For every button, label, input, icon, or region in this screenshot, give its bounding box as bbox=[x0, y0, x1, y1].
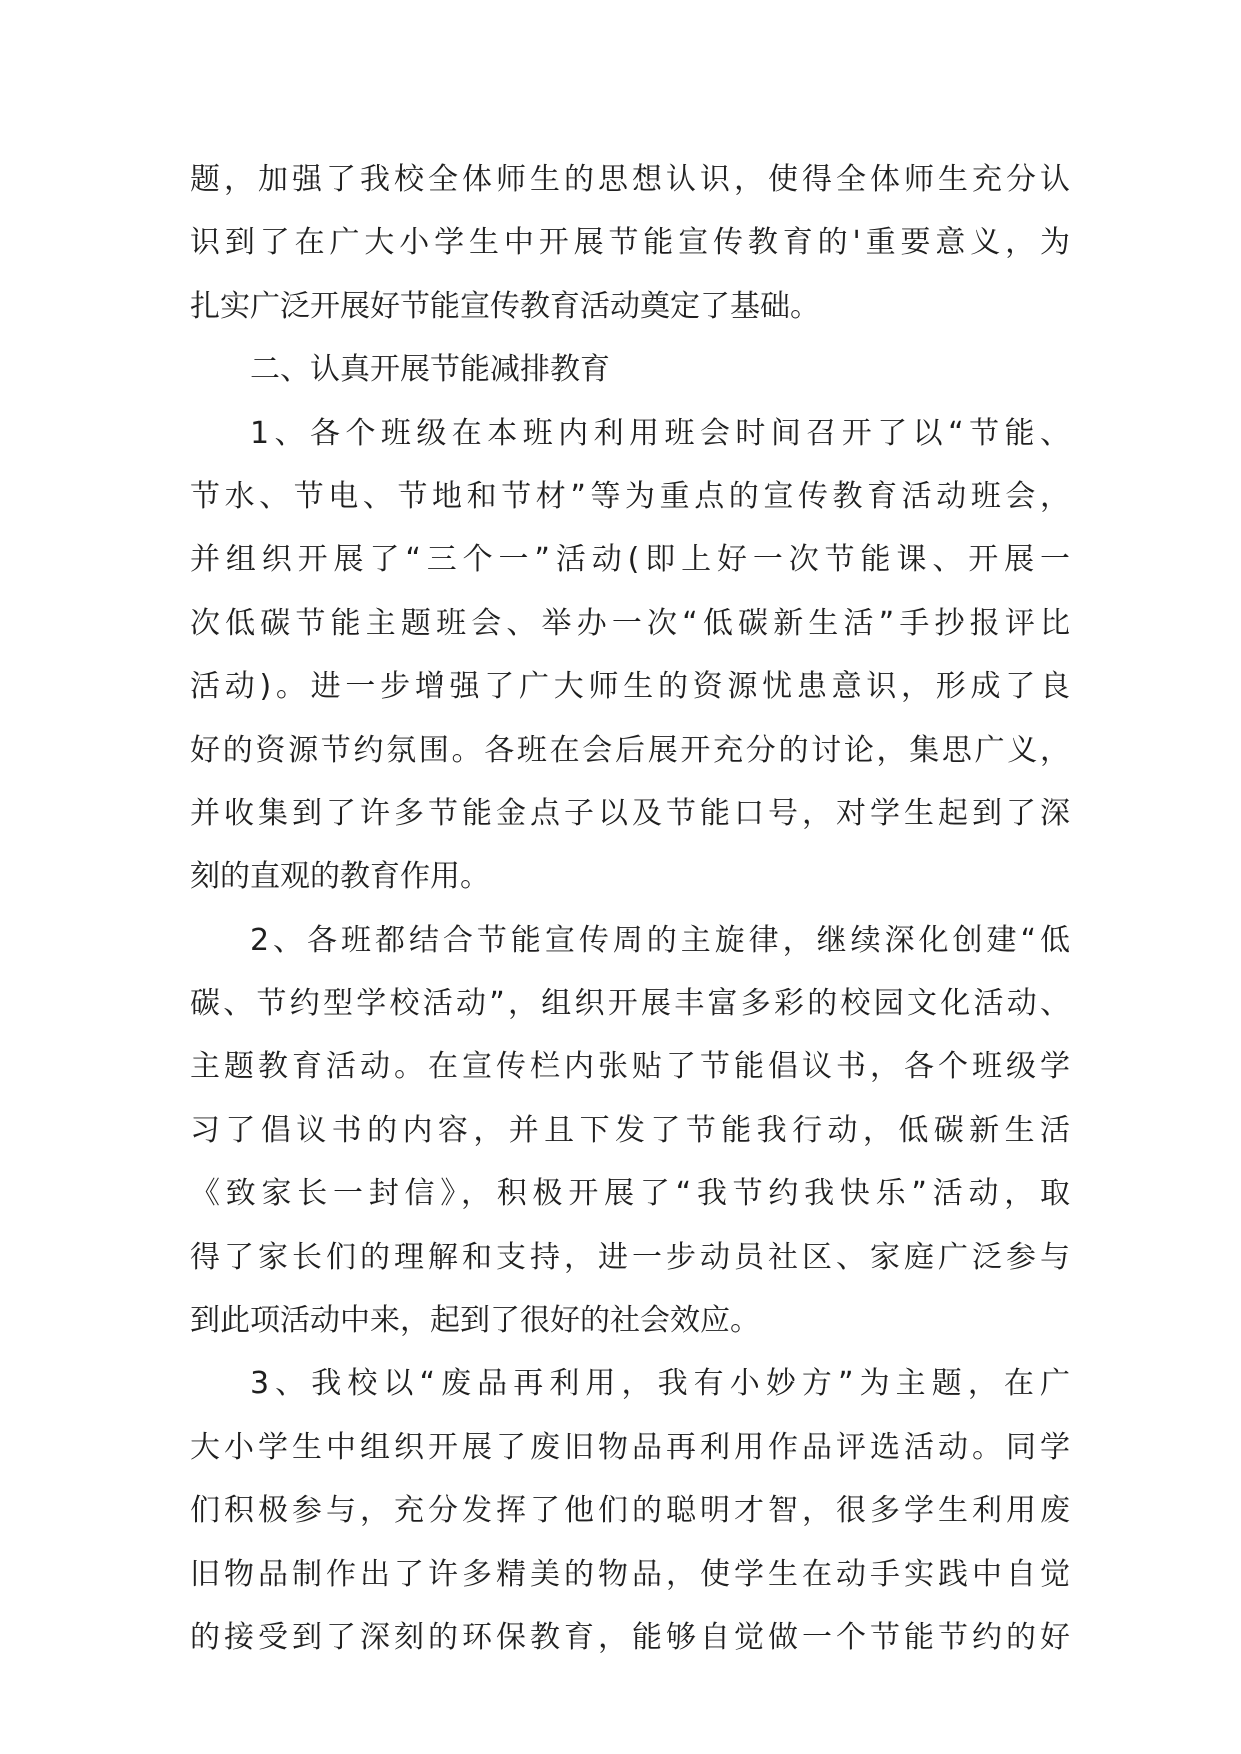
text-line: 大小学生中组织开展了废旧物品再利用作品评选活动。同学 bbox=[190, 1429, 1070, 1465]
text-line: 次低碳节能主题班会、举办一次“低碳新生活”手抄报评比 bbox=[190, 605, 1070, 641]
text-line: 《致家长一封信》，积极开展了“我节约我快乐”活动，取 bbox=[190, 1176, 1070, 1212]
text-line: 活动)。进一步增强了广大师生的资源忧患意识，形成了良 bbox=[190, 669, 1070, 705]
text-line: 们积极参与，充分发挥了他们的聪明才智，很多学生利用废 bbox=[190, 1493, 1070, 1529]
text-line: 碳、节约型学校活动”，组织开展丰富多彩的校园文化活动、 bbox=[190, 986, 1070, 1022]
text-line: 得了家长们的理解和支持，进一步动员社区、家庭广泛参与 bbox=[190, 1239, 1070, 1275]
text-line: 节水、节电、节地和节材”等为重点的宣传教育活动班会， bbox=[190, 478, 1070, 514]
text-line: 2、各班都结合节能宣传周的主旋律，继续深化创建“低 bbox=[250, 922, 1070, 958]
document-body bbox=[190, 148, 1070, 1669]
text-line: 3、我校以“废品再利用，我有小妙方”为主题，在广 bbox=[250, 1366, 1070, 1402]
text-line: 题，加强了我校全体师生的思想认识，使得全体师生充分认 bbox=[190, 162, 1070, 197]
text-line: 刻的直观的教育作用。 bbox=[190, 859, 490, 895]
text-line: 到此项活动中来，起到了很好的社会效应。 bbox=[190, 1303, 760, 1339]
text-line: 并组织开展了“三个一”活动(即上好一次节能课、开展一 bbox=[190, 542, 1070, 578]
text-line: 习了倡议书的内容，并且下发了节能我行动，低碳新生活 bbox=[190, 1112, 1070, 1148]
text-line: 识到了在广大小学生中开展节能宣传教育的'重要意义，为 bbox=[190, 225, 1070, 261]
text-line: 1、各个班级在本班内利用班会时间召开了以“节能、 bbox=[250, 415, 1070, 451]
text-line: 二、认真开展节能减排教育 bbox=[250, 352, 610, 388]
text-line: 主题教育活动。在宣传栏内张贴了节能倡议书，各个班级学 bbox=[190, 1049, 1070, 1085]
text-line: 好的资源节约氛围。各班在会后展开充分的讨论，集思广义， bbox=[190, 732, 1070, 768]
text-line: 的接受到了深刻的环保教育，能够自觉做一个节能节约的好 bbox=[190, 1619, 1070, 1655]
text-line: 旧物品制作出了许多精美的物品，使学生在动手实践中自觉 bbox=[190, 1556, 1070, 1592]
text-line: 并收集到了许多节能金点子以及节能口号，对学生起到了深 bbox=[190, 795, 1070, 831]
text-line: 扎实广泛开展好节能宣传教育活动奠定了基础。 bbox=[190, 288, 820, 324]
